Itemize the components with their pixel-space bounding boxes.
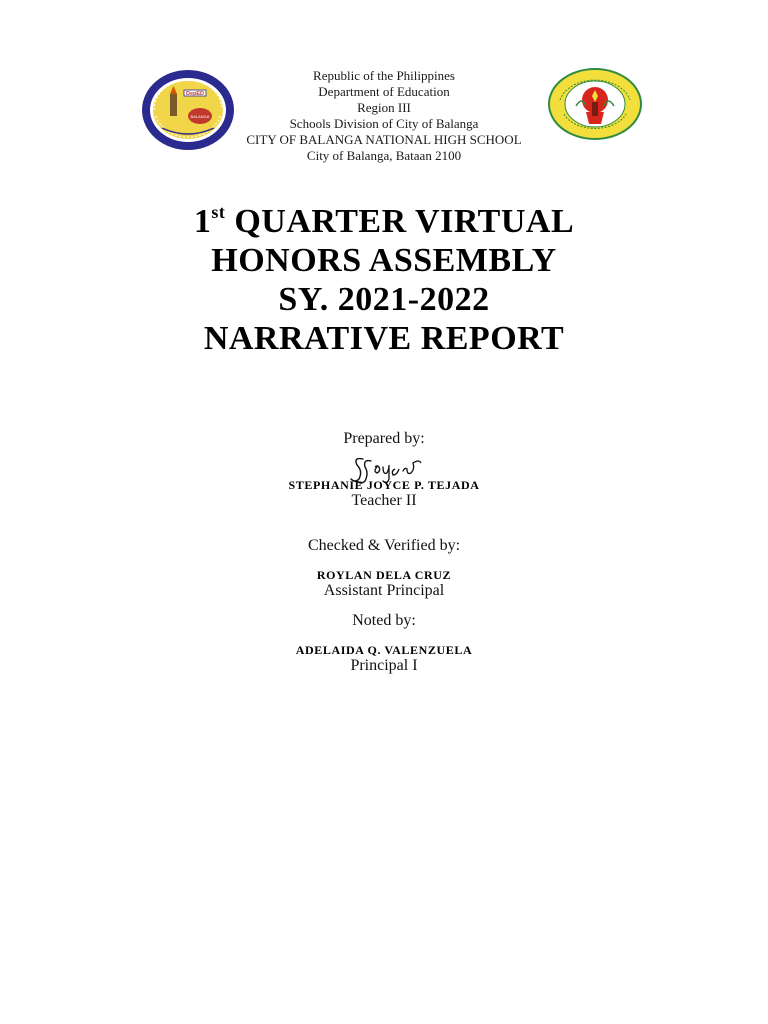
noted-by-section <box>0 613 768 628</box>
letterhead-line-republic: Republic of the Philippines <box>313 68 455 83</box>
report-title <box>0 202 768 358</box>
preparer-name: STEPHANIE JOYCE P. TEJADA <box>288 478 480 492</box>
checked-by-label: Checked & Verified by: <box>307 537 461 554</box>
noter-position: Principal I <box>350 657 418 674</box>
prepared-by-section <box>0 431 768 446</box>
checker-name: ROYLAN DELA CRUZ <box>316 568 452 582</box>
letterhead-line-region: Region III <box>357 100 411 115</box>
title-line-assembly: HONORS ASSEMBLY <box>211 242 557 279</box>
title-line-narrative: NARRATIVE REPORT <box>203 320 565 357</box>
letterhead-line-school: CITY OF BALANGA NATIONAL HIGH SCHOOL <box>246 132 522 147</box>
prepared-by-label: Prepared by: <box>343 430 425 447</box>
checked-by-signatory <box>0 568 768 598</box>
preparer-position: Teacher II <box>351 492 417 509</box>
title-quarter-suffix: st <box>211 202 226 222</box>
letterhead-line-department: Department of Education <box>318 84 450 99</box>
svg-text:BALANGA: BALANGA <box>190 114 210 119</box>
checked-by-section <box>0 538 768 553</box>
noted-by-signatory <box>0 643 768 673</box>
title-line-quarter <box>0 202 768 241</box>
title-line-school-year: SY. 2021-2022 <box>278 281 490 318</box>
noted-by-label: Noted by: <box>352 612 416 629</box>
title-quarter-text: QUARTER VIRTUAL <box>225 203 575 240</box>
letterhead <box>0 68 768 164</box>
title-quarter-number: 1 <box>193 203 212 240</box>
svg-text:DepED: DepED <box>185 91 205 97</box>
checker-position: Assistant Principal <box>323 582 445 599</box>
noter-name: ADELAIDA Q. VALENZUELA <box>295 643 473 657</box>
prepared-by-signatory <box>0 478 768 508</box>
letterhead-line-address: City of Balanga, Bataan 2100 <box>306 148 462 163</box>
letterhead-line-division: Schools Division of City of Balanga <box>289 116 479 131</box>
